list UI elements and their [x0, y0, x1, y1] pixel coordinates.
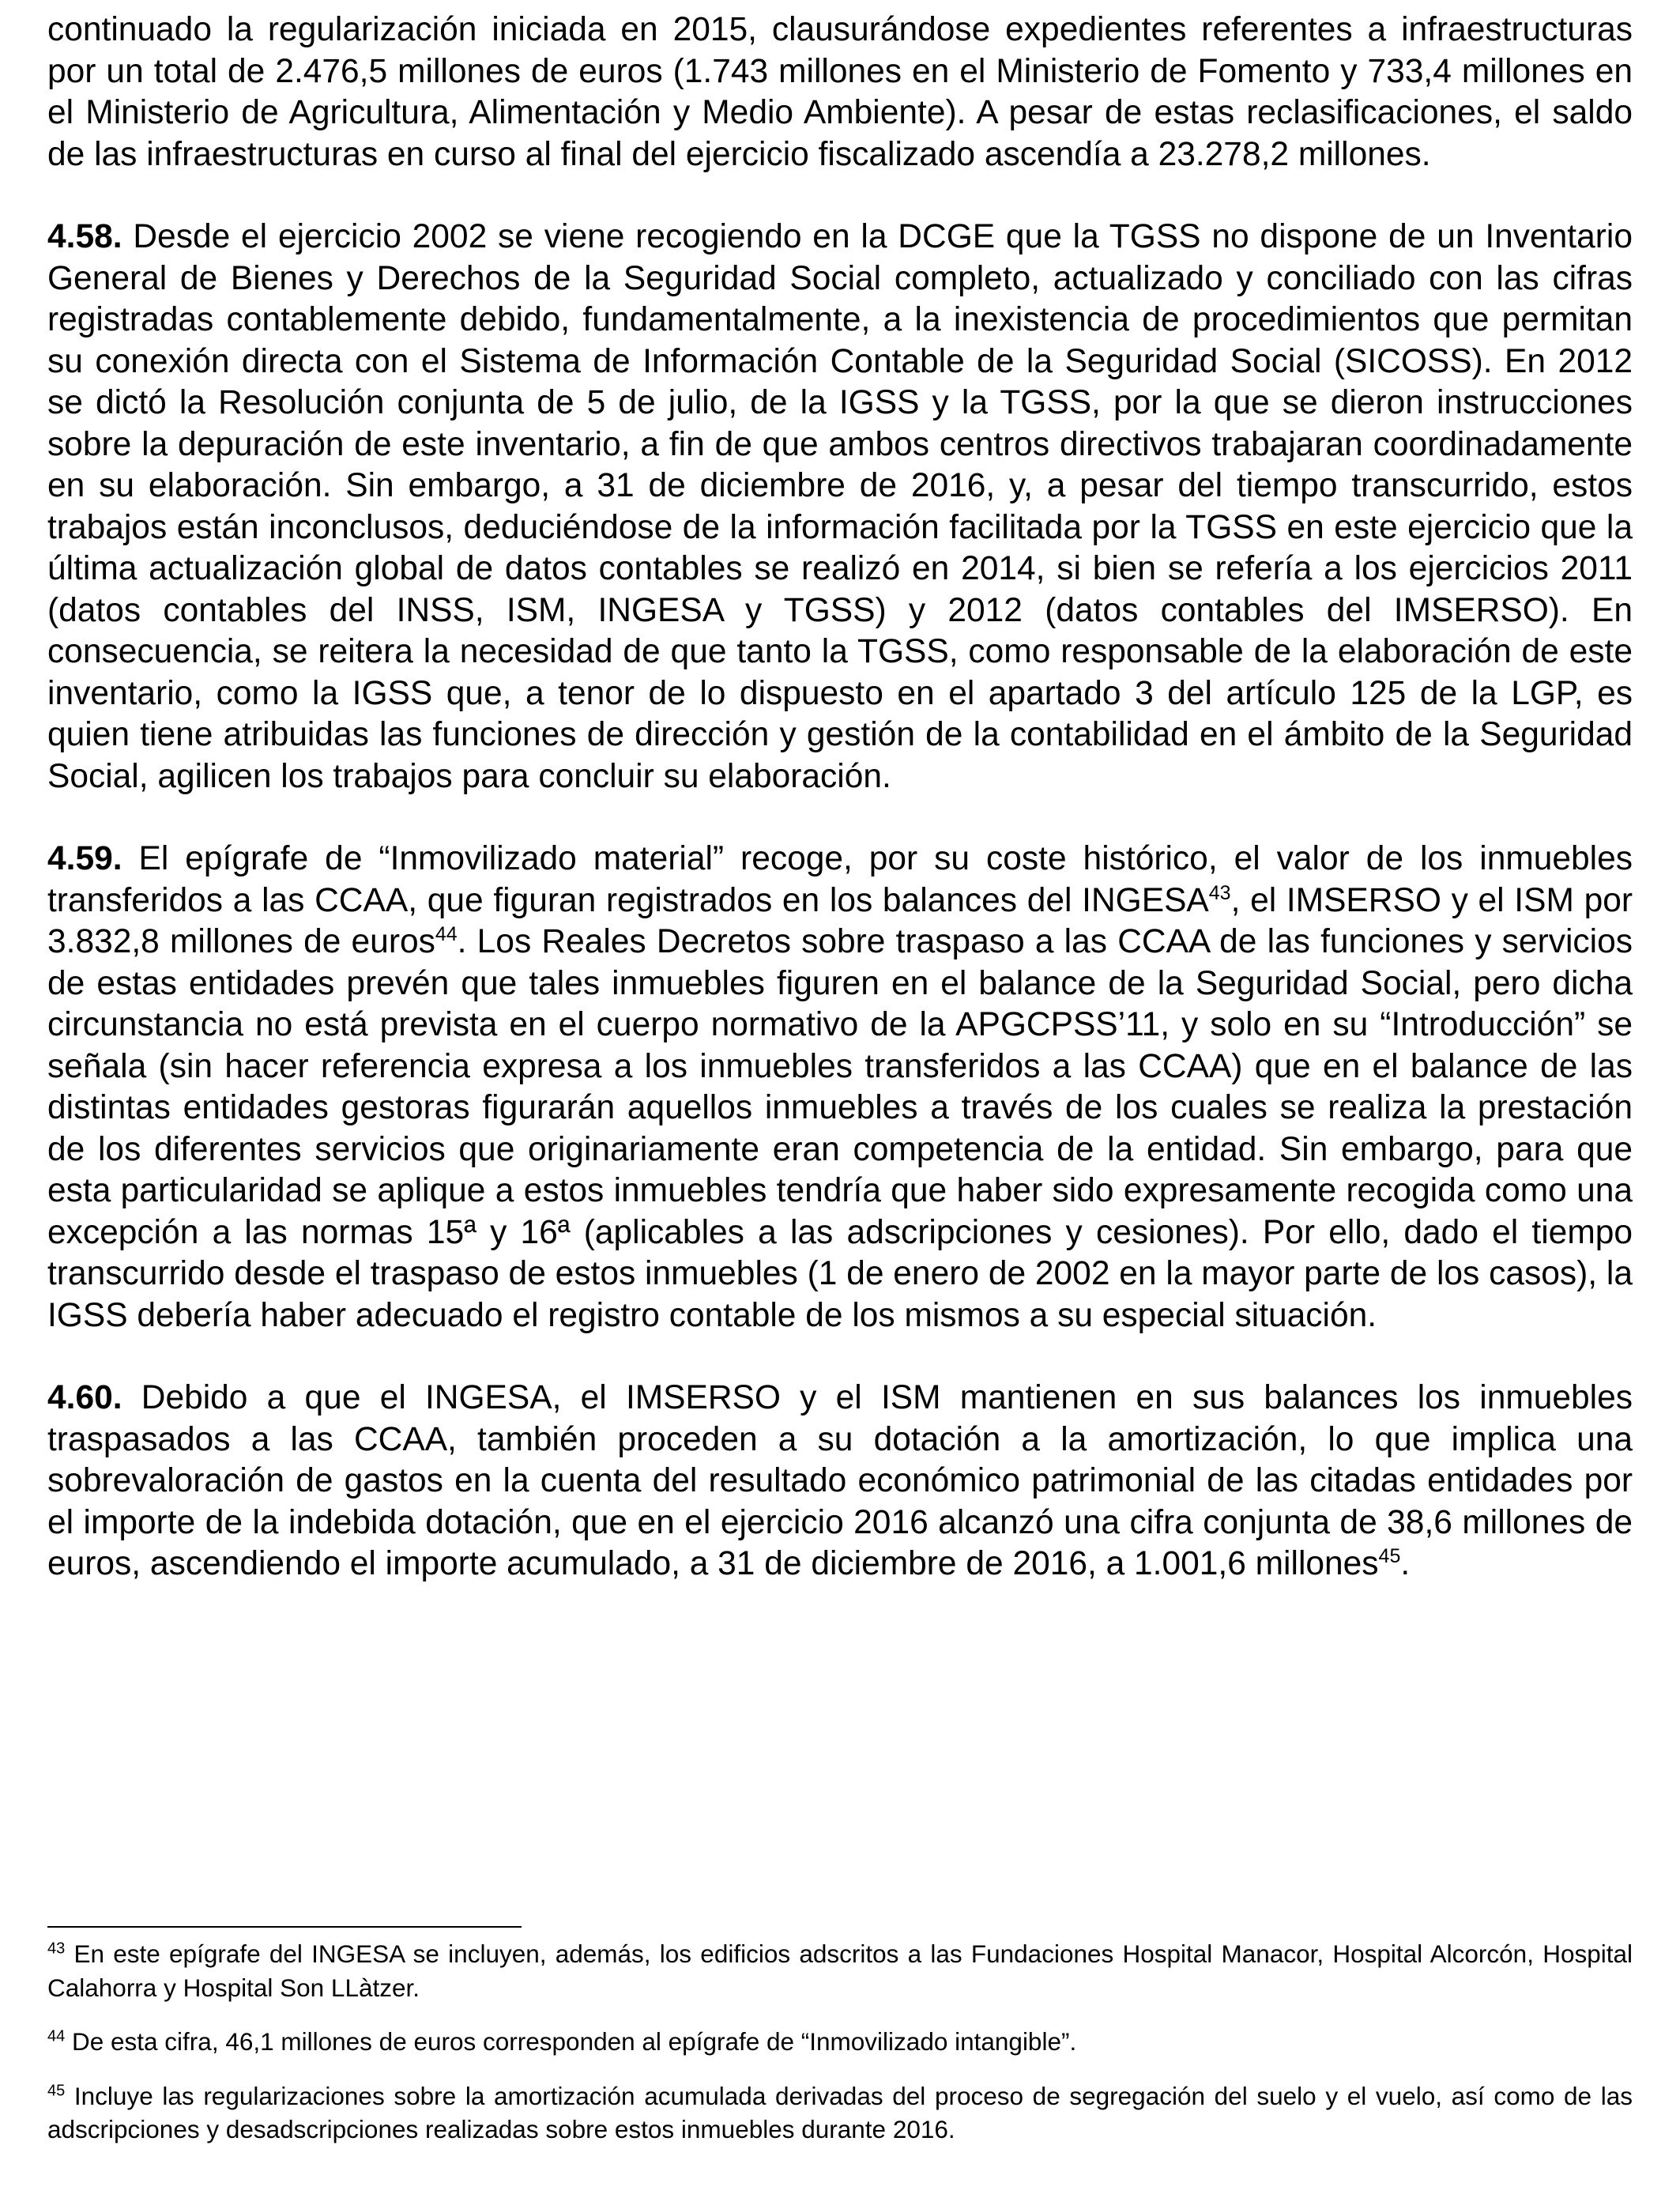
footnote-43	[47, 1937, 1633, 2004]
paragraph-number: 4.59.	[47, 840, 122, 877]
paragraph-4-58	[47, 217, 1633, 797]
footnote-number: 44	[47, 2027, 66, 2045]
footnote-separator	[47, 1926, 522, 1928]
footnote-number: 45	[47, 2082, 66, 2099]
paragraph-text: El epígrafe de “Inmovilizado material” recoge, por su coste histórico, el valor de los inmuebles transferidos a las CCAA, que figuran registrados en los balances del INGESA	[47, 840, 1633, 919]
paragraph-text: . Los Reales Decretos sobre traspaso a las CCAA de las funciones y servicios de estas entidades prevén que tales inmuebles figuren en el balance de la Seguridad Social, pero dicha circunstancia no está prevista en el cuerpo normativo de la APGCPSS’11, y solo en su “Introducción” se señala (sin hacer referencia expresa a los inmuebles transferidos a las CCAA) que en el balance de las distintas entidades gestoras figurarán aquellos inmuebles a través de los cuales se realiza la prestación de los diferentes servicios que originariamente eran competencia de la entidad. Sin embargo, para que esta particularidad se aplique a estos inmuebles tendría que haber sido expresamente recogida como una excepción a las normas 15ª y 16ª (aplicables a las adscripciones y cesiones). Por ello, dado el tiempo transcurrido desde el traspaso de estos inmuebles (1 de enero de 2002 en la mayor parte de los casos), la IGSS debería haber adecuado el registro contable de los mismos a su especial situación.	[47, 923, 1633, 1334]
footnote-text: En este epígrafe del INGESA se incluyen, además, los edificios adscritos a las Fundaciones Hospital Manacor, Hospital Alcorcón, Hospital Calahorra y Hospital Son LLàtzer.	[47, 1940, 1633, 2002]
paragraph-number: 4.58.	[47, 218, 122, 255]
paragraph-continuation	[47, 9, 1633, 175]
paragraph-text: Debido a que el INGESA, el IMSERSO y el ISM mantienen en sus balances los inmuebles traspasados a las CCAA, también proceden a su dotación a la amortización, lo que implica una sobrevaloración de gastos en la cuenta del resultado económico patrimonial de las citadas entidades por el importe de la indebida dotación, que en el ejercicio 2016 alcanzó una cifra conjunta de 38,6 millones de euros, ascendiendo el importe acumulado, a 31 de diciembre de 2016, a 1.001,6 millones	[47, 1379, 1633, 1582]
paragraph-number: 4.60.	[47, 1379, 122, 1416]
paragraph-text: continuado la regularización iniciada en 2015, clausurándose expedientes referentes a infraestructuras por un total de 2.476,5 millones de euros (1.743 millones en el Ministerio de Fomento y 733,4 millones en el Ministerio de Agricultura, Alimentación y Medio Ambiente). A pesar de estas reclasificaciones, el saldo de las infraestructuras en curso al final del ejercicio fiscalizado ascendía a 23.278,2 millones.	[47, 11, 1633, 173]
footnotes-section	[47, 1926, 1633, 2167]
paragraph-text: Desde el ejercicio 2002 se viene recogiendo en la DCGE que la TGSS no dispone de un Inventario General de Bienes y Derechos de la Seguridad Social completo, actualizado y conciliado con las cifras registradas contablemente debido, fundamentalmente, a la inexistencia de procedimientos que permitan su conexión directa con el Sistema de Información Contable de la Seguridad Social (SICOSS). En 2012 se dictó la Resolución conjunta de 5 de julio, de la IGSS y la TGSS, por la que se dieron instrucciones sobre la depuración de este inventario, a fin de que ambos centros directivos trabajaran coordinadamente en su elaboración. Sin embargo, a 31 de diciembre de 2016, y, a pesar del tiempo transcurrido, estos trabajos están inconclusos, deduciéndose de la información facilitada por la TGSS en este ejercicio que la última actualización global de datos contables se realizó en 2014, si bien se refería a los ejercicios 2011 (datos contables del INSS, ISM, INGESA y TGSS) y 2012 (datos contables del IMSERSO). En consecuencia, se reitera la necesidad de que tanto la TGSS, como responsable de la elaboración de este inventario, como la IGSS que, a tenor de lo dispuesto en el apartado 3 del artículo 125 de la LGP, es quien tiene atribuidas las funciones de dirección y gestión de la contabilidad en el ámbito de la Seguridad Social, agilicen los trabajos para concluir su elaboración.	[47, 218, 1633, 795]
footnote-44	[47, 2025, 1633, 2059]
footnote-45	[47, 2079, 1633, 2147]
footnote-ref-43[interactable]: 43	[1208, 881, 1231, 904]
paragraph-4-59	[47, 839, 1633, 1336]
footnote-number: 43	[47, 1940, 66, 1958]
footnote-ref-44[interactable]: 44	[435, 922, 458, 945]
paragraph-text: .	[1400, 1545, 1411, 1582]
paragraph-text: , el IMSERSO y el ISM por 3.832,8 millones de euros	[47, 881, 1633, 960]
paragraph-4-60	[47, 1378, 1633, 1585]
footnote-text: De esta cifra, 46,1 millones de euros corresponden al epígrafe de “Inmovilizado intangible”.	[65, 2027, 1077, 2056]
footnote-text: Incluye las regularizaciones sobre la amortización acumulada derivadas del proceso de segregación del suelo y el vuelo, así como de las adscripciones y desadscripciones realizadas sobre estos inmuebles durante 2016.	[47, 2081, 1633, 2143]
document-body	[47, 0, 1633, 1585]
footnote-ref-45[interactable]: 45	[1378, 1544, 1401, 1567]
